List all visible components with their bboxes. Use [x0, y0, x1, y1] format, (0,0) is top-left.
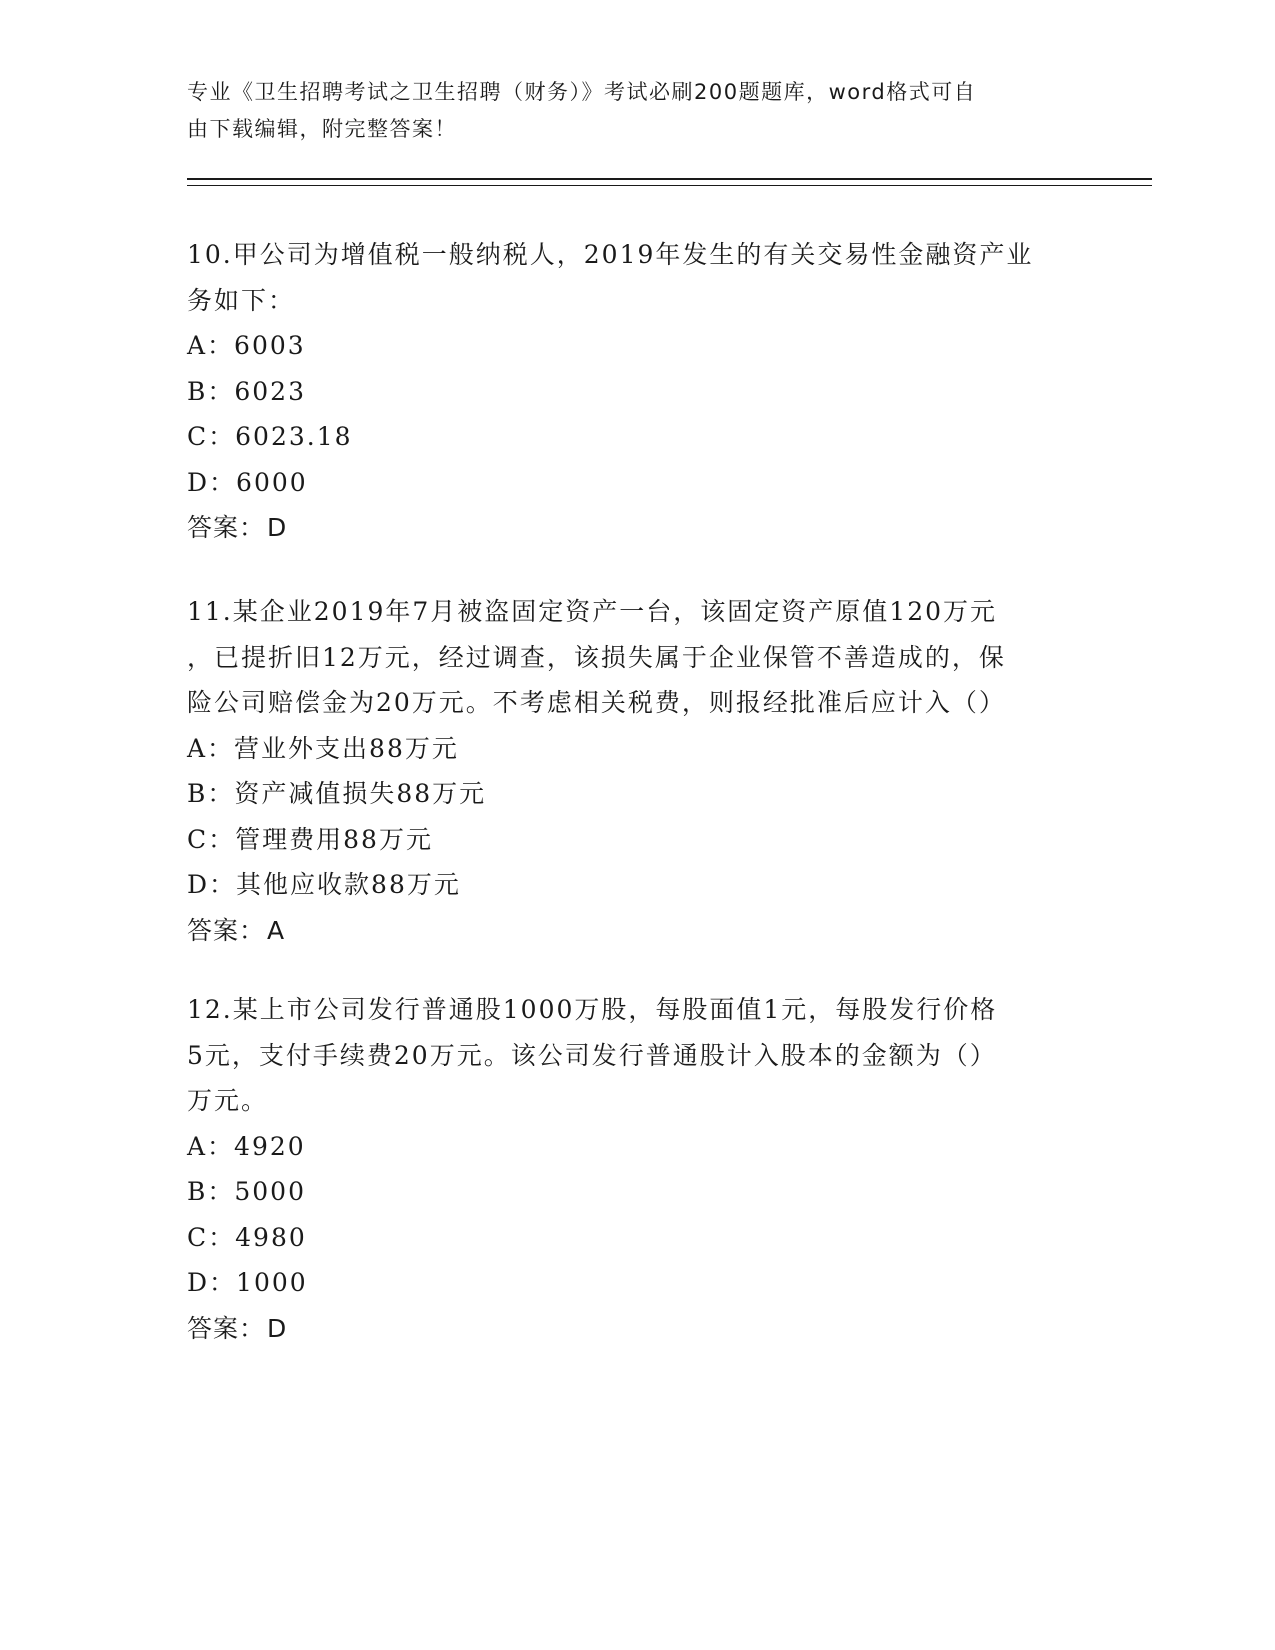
option-b: B：资产减值损失88万元: [187, 779, 487, 808]
option-d: D：其他应收款88万元: [187, 870, 461, 899]
option-c: C：4980: [187, 1222, 307, 1252]
answer-label: 答案：: [187, 1313, 266, 1343]
answer-label: 答案：: [187, 513, 266, 542]
question-text-line: 万元。: [187, 1086, 269, 1115]
header-line-2: 由下载编辑，附完整答案！: [187, 117, 457, 141]
option-d: D：6000: [187, 467, 308, 497]
question-text-line: 5元，支付手续费20万元。该公司发行普通股计入股本的金额为（）: [187, 1040, 997, 1070]
question-10: [187, 232, 1087, 551]
option-c: C：管理费用88万元: [187, 824, 433, 854]
answer-label: 答案：: [187, 915, 266, 945]
answer-value: A: [267, 915, 286, 945]
answer-line: [187, 505, 1087, 551]
option-a: A：4920: [187, 1131, 306, 1161]
answer-line: [187, 908, 1087, 954]
option-d: D：1000: [187, 1268, 308, 1297]
option-a: A：营业外支出88万元: [187, 733, 459, 763]
question-text-line: 10.甲公司为增值税一般纳税人，2019年发生的有关交易性金融资产业: [187, 240, 1034, 269]
header-line-1: 专业《卫生招聘考试之卫生招聘（财务）》考试必刷200题题库，word格式可自: [187, 80, 977, 104]
option-b: B：6023: [187, 376, 306, 406]
header-divider: [187, 178, 1152, 186]
answer-value: D: [267, 1313, 288, 1343]
question-text-line: 险公司赔偿金为20万元。不考虑相关税费，则报经批准后应计入（）: [187, 688, 1006, 717]
question-text-line: ，已提折旧12万元，经过调查，该损失属于企业保管不善造成的，保: [187, 642, 1006, 672]
question-12: [187, 987, 1087, 1351]
question-text-line: 务如下：: [187, 285, 296, 315]
question-text-line: 11.某企业2019年7月被盗固定资产一台，该固定资产原值120万元: [187, 597, 998, 626]
option-c: C：6023.18: [187, 422, 353, 451]
option-b: B：5000: [187, 1177, 306, 1206]
answer-line: [187, 1306, 1087, 1352]
answer-value: D: [267, 513, 288, 542]
document-header: [187, 74, 1087, 148]
option-a: A：6003: [187, 331, 306, 360]
question-text-line: 12.某上市公司发行普通股1000万股，每股面值1元，每股发行价格: [187, 995, 998, 1024]
question-11: [187, 589, 1087, 953]
